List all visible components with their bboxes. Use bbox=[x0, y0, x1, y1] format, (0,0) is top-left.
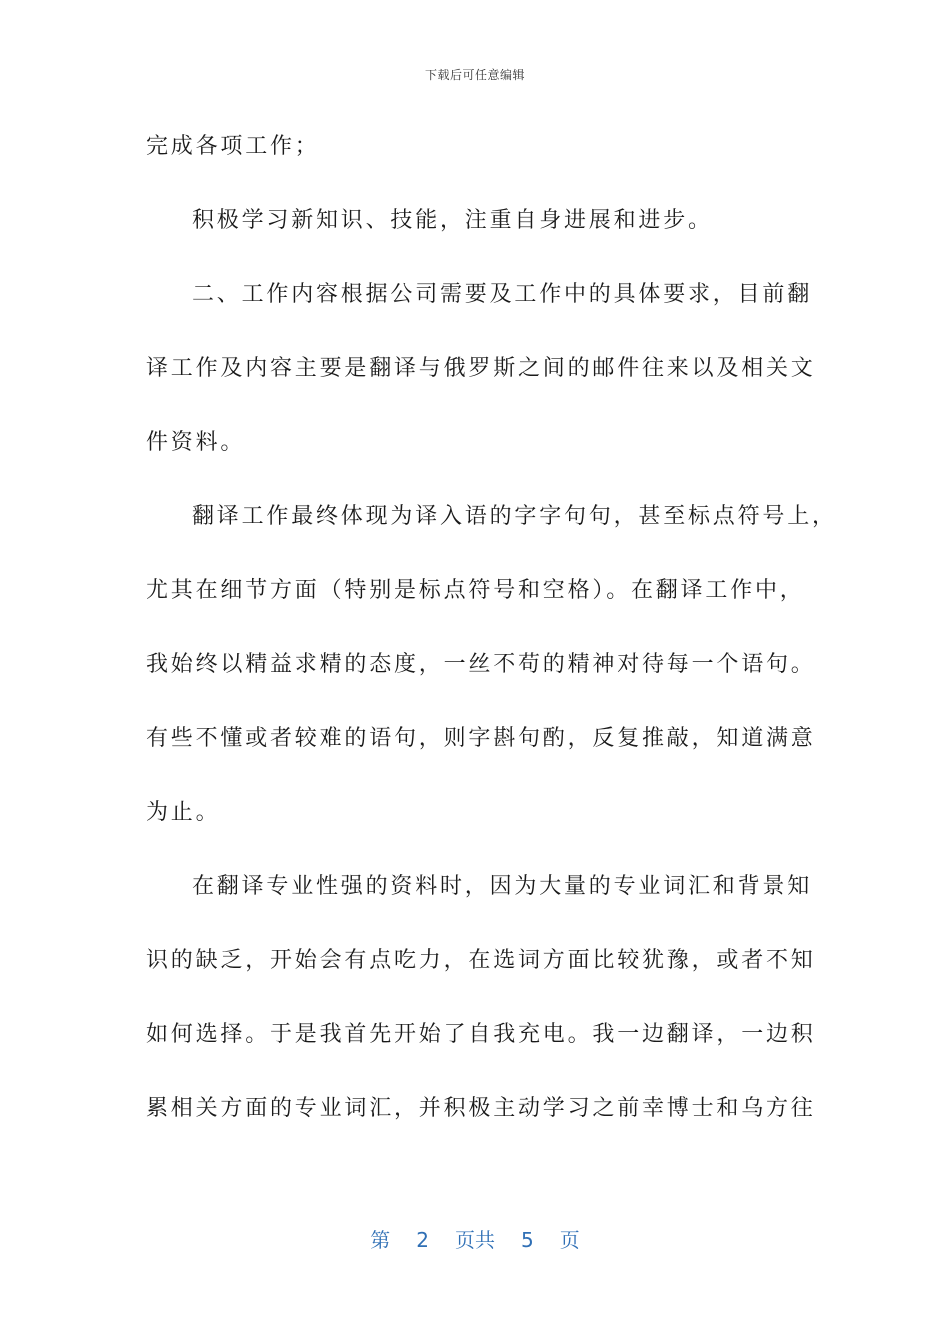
paragraph-line: 如何选择。于是我首先开始了自我充电。我一边翻译，一边积 bbox=[146, 1022, 816, 1047]
paragraph-line: 为止。 bbox=[146, 800, 221, 825]
footer-prefix: 第 bbox=[370, 1228, 391, 1252]
page-header: 下载后可任意编辑 bbox=[424, 68, 525, 82]
footer-suffix: 页 bbox=[559, 1228, 580, 1252]
paragraph-line: 有些不懂或者较难的语句，则字斟句酌，反复推敲，知道满意 bbox=[146, 726, 816, 751]
page-footer bbox=[0, 1224, 950, 1253]
paragraph-line: 积极学习新知识、技能，注重自身进展和进步。 bbox=[192, 208, 713, 233]
paragraph-line: 翻译工作最终体现为译入语的字字句句，甚至标点符号上， bbox=[192, 504, 837, 529]
paragraph-line: 识的缺乏，开始会有点吃力，在选词方面比较犹豫，或者不知 bbox=[146, 948, 816, 973]
footer-total-pages: 5 bbox=[521, 1228, 534, 1252]
paragraph-line: 在翻译专业性强的资料时，因为大量的专业词汇和背景知 bbox=[192, 874, 813, 899]
paragraph-line: 件资料。 bbox=[146, 430, 246, 455]
paragraph-line: 累相关方面的专业词汇，并积极主动学习之前幸博士和乌方往 bbox=[146, 1096, 816, 1121]
footer-middle: 页共 bbox=[455, 1228, 495, 1252]
footer-current-page: 2 bbox=[416, 1228, 429, 1252]
paragraph-line: 我始终以精益求精的态度，一丝不苟的精神对待每一个语句。 bbox=[146, 652, 816, 677]
paragraph-line: 完成各项工作； bbox=[146, 134, 320, 159]
paragraph-line: 尤其在细节方面（特别是标点符号和空格）。在翻译工作中， bbox=[146, 578, 805, 603]
body-text bbox=[146, 128, 837, 1164]
paragraph-line: 译工作及内容主要是翻译与俄罗斯之间的邮件往来以及相关文 bbox=[146, 356, 816, 381]
paragraph-line: 二、工作内容根据公司需要及工作中的具体要求，目前翻 bbox=[192, 282, 813, 307]
